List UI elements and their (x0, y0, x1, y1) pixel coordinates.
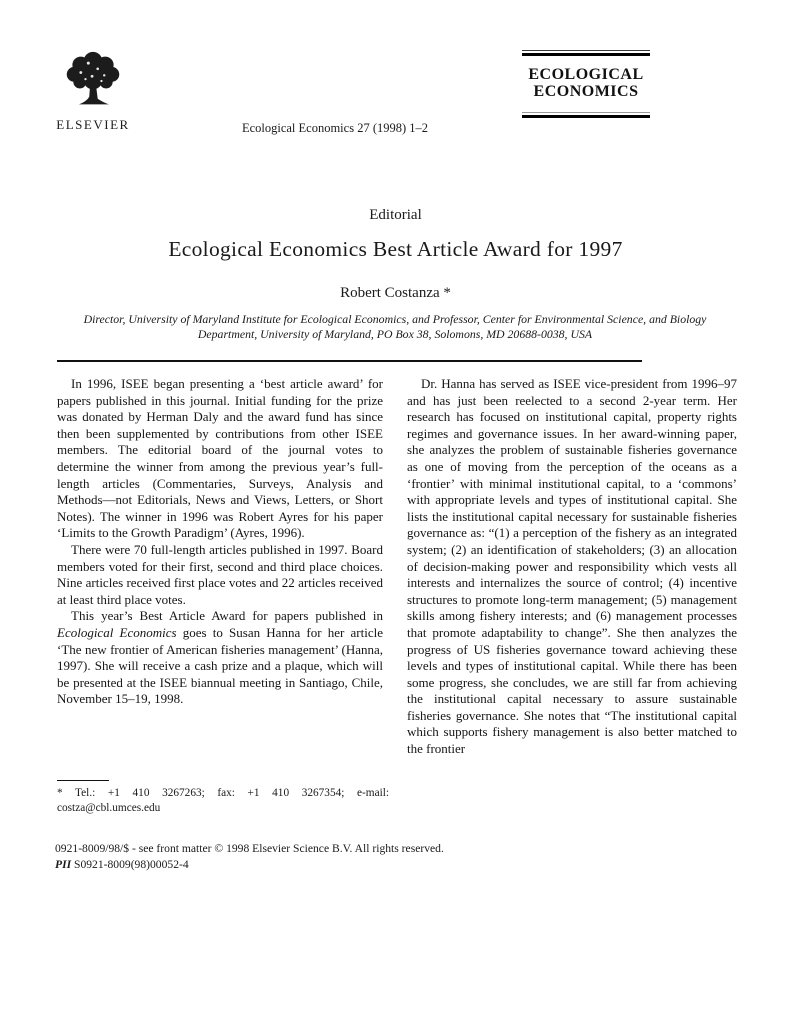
footnote-contact: * Tel.: +1 410 3267263; fax: +1 410 3267354; e-mail: costza@cbl.umces.edu (57, 787, 389, 814)
paragraph-winner-pre: This year’s Best Article Award for papers published in (71, 608, 383, 624)
journal-name-line1: ECOLOGICAL (528, 66, 644, 83)
paragraph-hanna-bio: Dr. Hanna has served as ISEE vice-president from 1996–97 and has just been reelected to a second 2-year term. Her research has focused on institutional capital, property rights regimes and governance issues. In her award-winning paper, she analyzes the problem of sustainable fisheries governance as one of moving from the perception of the oceans as a ‘frontier’ with minimal institutional capital, to a ‘commons’ with appropriate levels and types of institutional capital. She lists the institutional capital necessary for sustainable fisheries governance as: “(1) a perception of the fishery as an integrated system; (2) an identification of stakeholders; (3) an allocation of decision-making power and responsibility which vests all interests and internalizes the source of control; (4) incentive structures to promote long-term management; (5) management skills among fishery interests; and (6) management processes that promote adaptability to change”. She then analyzes the progress of US fisheries governance toward achieving these levels and types of institutional capital. While there has been some progress, she concludes, we are still far from achieving the institutional capital necessary to assure sustainable fisheries governance. She notes that “The institutional capital which supports fishery management is also better matched to the frontier (407, 376, 737, 757)
paragraph-winner-post: goes to Susan Hanna for her article ‘The new frontier of American fisheries management’ (Hanna, 1997). She will receive a cash prize and a plaque, which will be presented at the ISEE biannual meeting in Santiago, Chile, November 15–19, 1998. (57, 624, 383, 707)
publisher-block (55, 50, 131, 133)
masthead-rule-bottom-thick (522, 115, 650, 118)
journal-name (522, 66, 650, 100)
page-footer (55, 841, 745, 873)
journal-name-italic: Ecological Economics (57, 624, 177, 640)
header-separator-rule (57, 360, 642, 362)
journal-masthead (522, 50, 650, 118)
author-footnote (57, 780, 389, 815)
pii-value: S0921-8009(98)00052-4 (71, 858, 189, 871)
paragraph-award-history: In 1996, ISEE began presenting a ‘best article award’ for papers published in this journal. Initial funding for the prize was donated by Herman Daly and the award fund has since then been supplemented by contributions from other ISEE members. The editorial board of the journal votes to determine the winner from among the previous year’s full-length articles (Commentaries, Surveys, Analysis and Methods—not Editorials, News and Views, Letters, or Short Notes). The winner in 1996 was Robert Ayres for his paper ‘Limits to the Growth Paradigm’ (Ayres, 1996). (57, 376, 383, 541)
section-label: Editorial (369, 207, 422, 223)
paragraph-winner (57, 608, 383, 708)
copyright-line: 0921-8009/98/$ - see front matter © 1998 Elsevier Science B.V. All rights reserved. (55, 842, 444, 855)
masthead-rule-bottom-thin (522, 112, 650, 113)
pii-line (55, 857, 745, 873)
right-column (407, 376, 737, 758)
publisher-name: ELSEVIER (56, 117, 130, 132)
journal-citation: Ecological Economics 27 (1998) 1–2 (241, 121, 429, 135)
author-name: Robert Costanza * (340, 285, 451, 301)
article-body (57, 376, 737, 758)
journal-name-line2: ECONOMICS (533, 83, 639, 100)
masthead-rule-top-thin (522, 50, 650, 51)
article-title: Ecological Economics Best Article Award for 1997 (168, 237, 623, 261)
left-column (57, 376, 383, 758)
masthead-rule-top-thick (522, 53, 650, 56)
pii-label: PII (55, 858, 72, 871)
elsevier-tree-logo-icon (60, 50, 126, 110)
footnote-rule (57, 780, 109, 781)
author-affiliation: Director, University of Maryland Institute for Ecological Economics, and Professor, Center for Environmental Science, and Biology Department, University of Maryland, PO Box 38, Solomons, MD 20688-0038, USA (83, 312, 707, 341)
paragraph-voting: There were 70 full-length articles published in 1997. Board members voted for their first, second and third place choices. Nine articles received first place votes and 22 articles received at least third place votes. (57, 541, 383, 607)
